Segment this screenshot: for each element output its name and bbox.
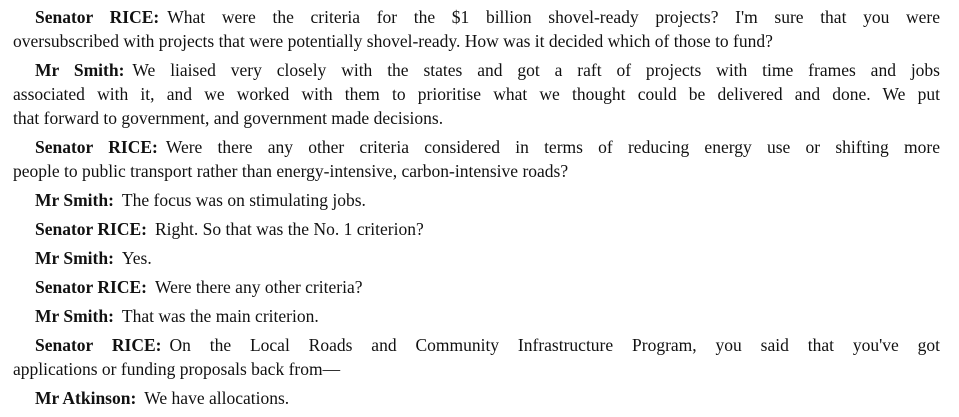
speaker-name: Senator RICE: (35, 219, 147, 239)
speech-text: oversubscribed with projects that were potentially shovel-ready. How was it decided which of those to fund? (13, 31, 773, 51)
paragraph-line (13, 58, 940, 82)
paragraph-line (13, 106, 940, 130)
paragraph-line (13, 333, 940, 357)
transcript-paragraph (13, 246, 940, 270)
speaker-name: Mr Smith: (35, 60, 125, 80)
paragraph-line (13, 386, 940, 410)
transcript-paragraph (13, 275, 940, 299)
speaker-name: Mr Atkinson: (35, 388, 137, 408)
transcript-paragraph (13, 58, 940, 130)
speech-text: associated with it, and we worked with them to prioritise what we thought could be delivered and done. We put (13, 84, 940, 104)
speaker-name: Senator RICE: (35, 277, 147, 297)
paragraph-line (13, 29, 940, 53)
paragraph-line (13, 275, 940, 299)
speech-text: people to public transport rather than energy-intensive, carbon-intensive roads? (13, 161, 569, 181)
paragraph-line (13, 159, 940, 183)
paragraph-line (13, 5, 940, 29)
speaker-name: Senator RICE: (35, 137, 158, 157)
speech-text: The focus was on stimulating jobs. (121, 190, 366, 210)
speech-text: That was the main criterion. (121, 306, 319, 326)
speaker-name: Mr Smith: (35, 190, 114, 210)
transcript-paragraph (13, 217, 940, 241)
transcript-paragraph (13, 188, 940, 212)
transcript-paragraph (13, 135, 940, 183)
speaker-name: Mr Smith: (35, 248, 114, 268)
speaker-name: Senator RICE: (35, 335, 162, 355)
speech-text: We have allocations. (144, 388, 290, 408)
transcript-paragraph (13, 304, 940, 328)
speaker-name: Mr Smith: (35, 306, 114, 326)
speech-text: applications or funding proposals back from— (13, 359, 341, 379)
transcript-paragraph (13, 5, 940, 53)
paragraph-line (13, 188, 940, 212)
paragraph-line (13, 82, 940, 106)
paragraph-line (13, 135, 940, 159)
speech-text: Were there any other criteria? (154, 277, 363, 297)
speech-text: Yes. (121, 248, 152, 268)
speech-text: We liaised very closely with the states and got a raft of projects with time frames and jobs (132, 60, 940, 80)
paragraph-line (13, 217, 940, 241)
speaker-name: Senator RICE: (35, 7, 160, 27)
paragraph-line (13, 304, 940, 328)
speech-text: Right. So that was the No. 1 criterion? (154, 219, 424, 239)
speech-text: What were the criteria for the $1 billion shovel-ready projects? I'm sure that you were (167, 7, 940, 27)
paragraph-line (13, 357, 940, 381)
paragraph-line (13, 246, 940, 270)
speech-text: On the Local Roads and Community Infrastructure Program, you said that you've got (169, 335, 940, 355)
transcript-paragraph (13, 333, 940, 381)
speech-text: Were there any other criteria considered in terms of reducing energy use or shifting more (165, 137, 940, 157)
transcript-paragraph (13, 386, 940, 410)
speech-text: that forward to government, and government made decisions. (13, 108, 444, 128)
